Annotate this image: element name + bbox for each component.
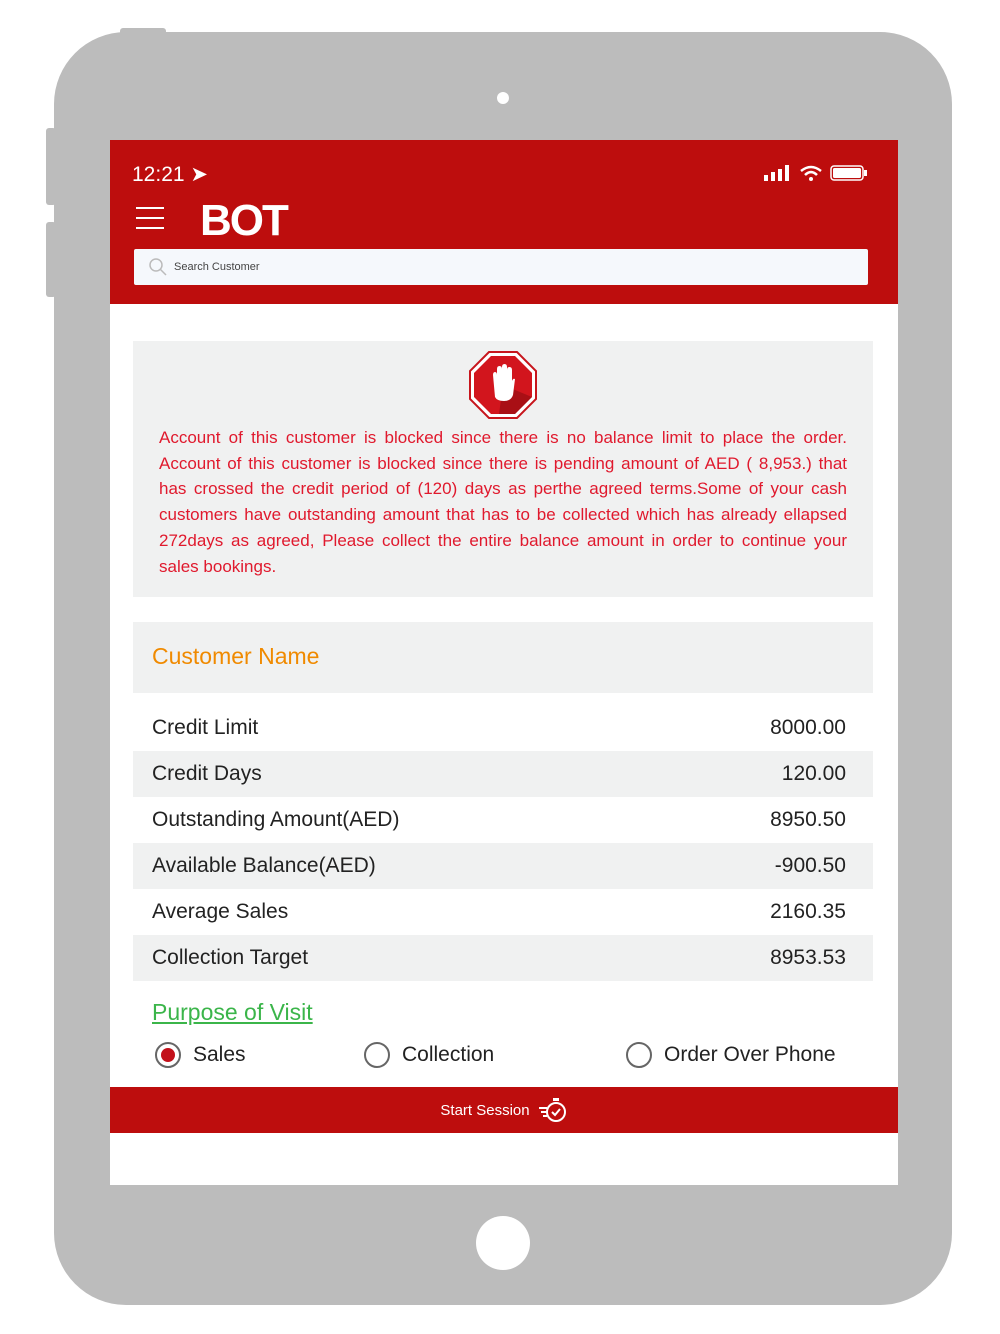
radio-label: Order Over Phone	[664, 1043, 836, 1066]
wifi-icon	[800, 165, 822, 181]
row-value: 8950.50	[770, 808, 846, 831]
start-session-button[interactable]	[110, 1087, 898, 1133]
row-value: 8000.00	[770, 716, 846, 739]
detail-row-credit-days	[133, 751, 873, 797]
radio-selected-icon	[155, 1042, 181, 1068]
camera	[497, 92, 509, 104]
row-label: Credit Days	[152, 762, 262, 785]
time-text: 12:21	[132, 163, 185, 186]
row-value: -900.50	[774, 854, 846, 877]
stop-hand-icon	[469, 351, 537, 419]
search-placeholder: Search Customer	[174, 261, 260, 273]
signal-icon	[764, 165, 792, 181]
row-label: Outstanding Amount(AED)	[152, 808, 400, 831]
radio-sales[interactable]	[155, 1042, 246, 1068]
alert-message: Account of this customer is blocked since there is no balance limit to place the order. Account of this customer is blocked since there is pending amount of AED ( 8,953.) that has crossed the credit period of (120) days as perthe agreed terms.Some of your cash customers have outstanding amount that has to be collected which has already ellapsed 272days as agreed, Please collect the entire balance amount in order to continue your sales bookings.	[159, 428, 847, 576]
status-icons	[764, 165, 868, 181]
customer-details	[133, 705, 873, 981]
radio-label: Collection	[402, 1043, 495, 1066]
radio-collection[interactable]	[364, 1042, 494, 1068]
row-label: Credit Limit	[152, 716, 259, 739]
home-button[interactable]	[476, 1216, 530, 1270]
detail-row-credit-limit	[133, 705, 873, 751]
detail-row-available-balance	[133, 843, 873, 889]
row-label: Collection Target	[152, 946, 309, 969]
location-icon: ➤	[190, 163, 209, 186]
app-header	[110, 140, 898, 304]
radio-order-over-phone[interactable]	[626, 1042, 836, 1068]
row-value: 8953.53	[770, 946, 846, 969]
bot-logo: BOT	[200, 196, 287, 245]
hamburger-menu-icon[interactable]	[136, 207, 164, 237]
search-input[interactable]	[134, 249, 868, 285]
search-icon	[148, 257, 168, 277]
detail-row-average-sales	[133, 889, 873, 935]
radio-unselected-icon	[364, 1042, 390, 1068]
customer-name: Customer Name	[133, 622, 873, 693]
stopwatch-check-icon	[538, 1096, 568, 1124]
detail-row-outstanding	[133, 797, 873, 843]
row-label: Available Balance(AED)	[152, 854, 376, 877]
status-time	[132, 162, 208, 187]
battery-icon	[830, 165, 868, 181]
blocked-alert	[133, 341, 873, 597]
screen	[110, 140, 898, 1185]
row-value: 2160.35	[770, 900, 846, 923]
start-session-label: Start Session	[440, 1101, 530, 1119]
radio-label: Sales	[193, 1043, 246, 1066]
purpose-of-visit-link[interactable]: Purpose of Visit	[152, 999, 313, 1025]
detail-row-collection-target	[133, 935, 873, 981]
row-label: Average Sales	[152, 900, 289, 923]
radio-unselected-icon	[626, 1042, 652, 1068]
row-value: 120.00	[781, 762, 846, 785]
